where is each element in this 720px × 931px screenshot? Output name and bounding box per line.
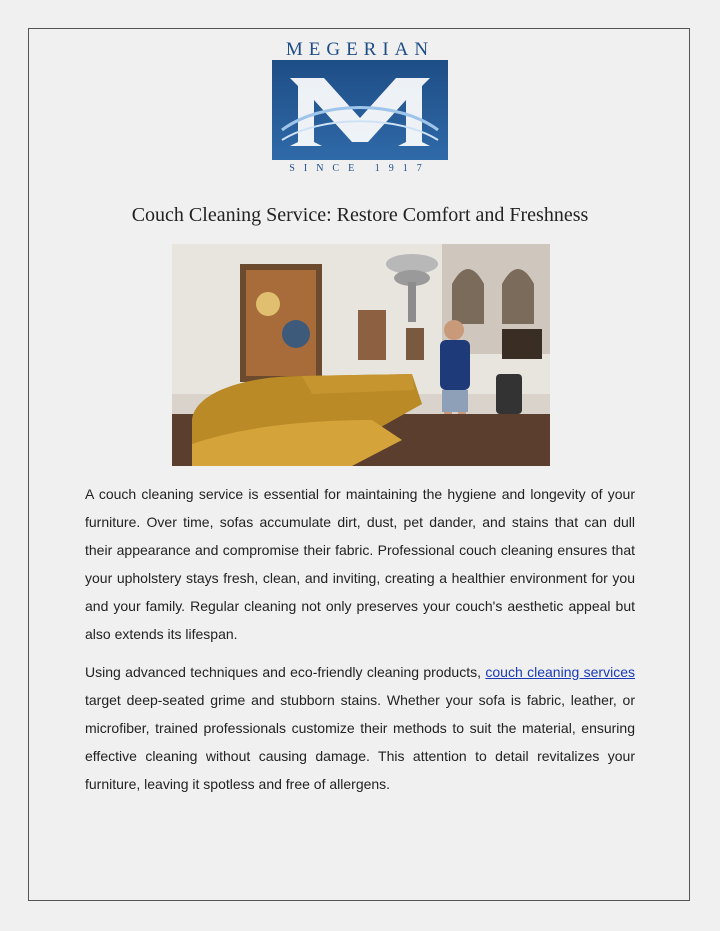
couch-cleaning-services-link[interactable]: couch cleaning services [485, 664, 635, 680]
megerian-logo [272, 40, 448, 176]
paragraph-2 [85, 658, 635, 798]
paragraph-2-rest: target deep-seated grime and stubborn stains. Whether your sofa is fabric, leather, or microfiber, trained professionals customize their methods to suit the material, ensuring effective cleaning without causing damage. This attention to detail revitalizes your furniture, leaving it spotless and free of allergens. [85, 692, 635, 792]
page-title: Couch Cleaning Service: Restore Comfort and Freshness [131, 204, 589, 226]
logo-tagline-text: SINCE 1917 [289, 163, 431, 174]
article-body [85, 480, 635, 808]
logo-emblem-icon [272, 60, 448, 160]
couch-cleaning-photo [172, 244, 550, 466]
paragraph-2-intro: Using advanced techniques and eco-friendly cleaning products, [85, 664, 486, 680]
paragraph-1: A couch cleaning service is essential for maintaining the hygiene and longevity of your furniture. Over time, sofas accumulate dirt, dust, pet dander, and stains that can dull their appearance and compromise their fabric. Professional couch cleaning ensures that your upholstery stays fresh, clean, and inviting, creating a healthier environment for you and your family. Regular cleaning not only preserves your couch's aesthetic appeal but also extends its lifespan. [85, 486, 635, 642]
logo-brand-text: MEGERIAN [285, 39, 435, 60]
